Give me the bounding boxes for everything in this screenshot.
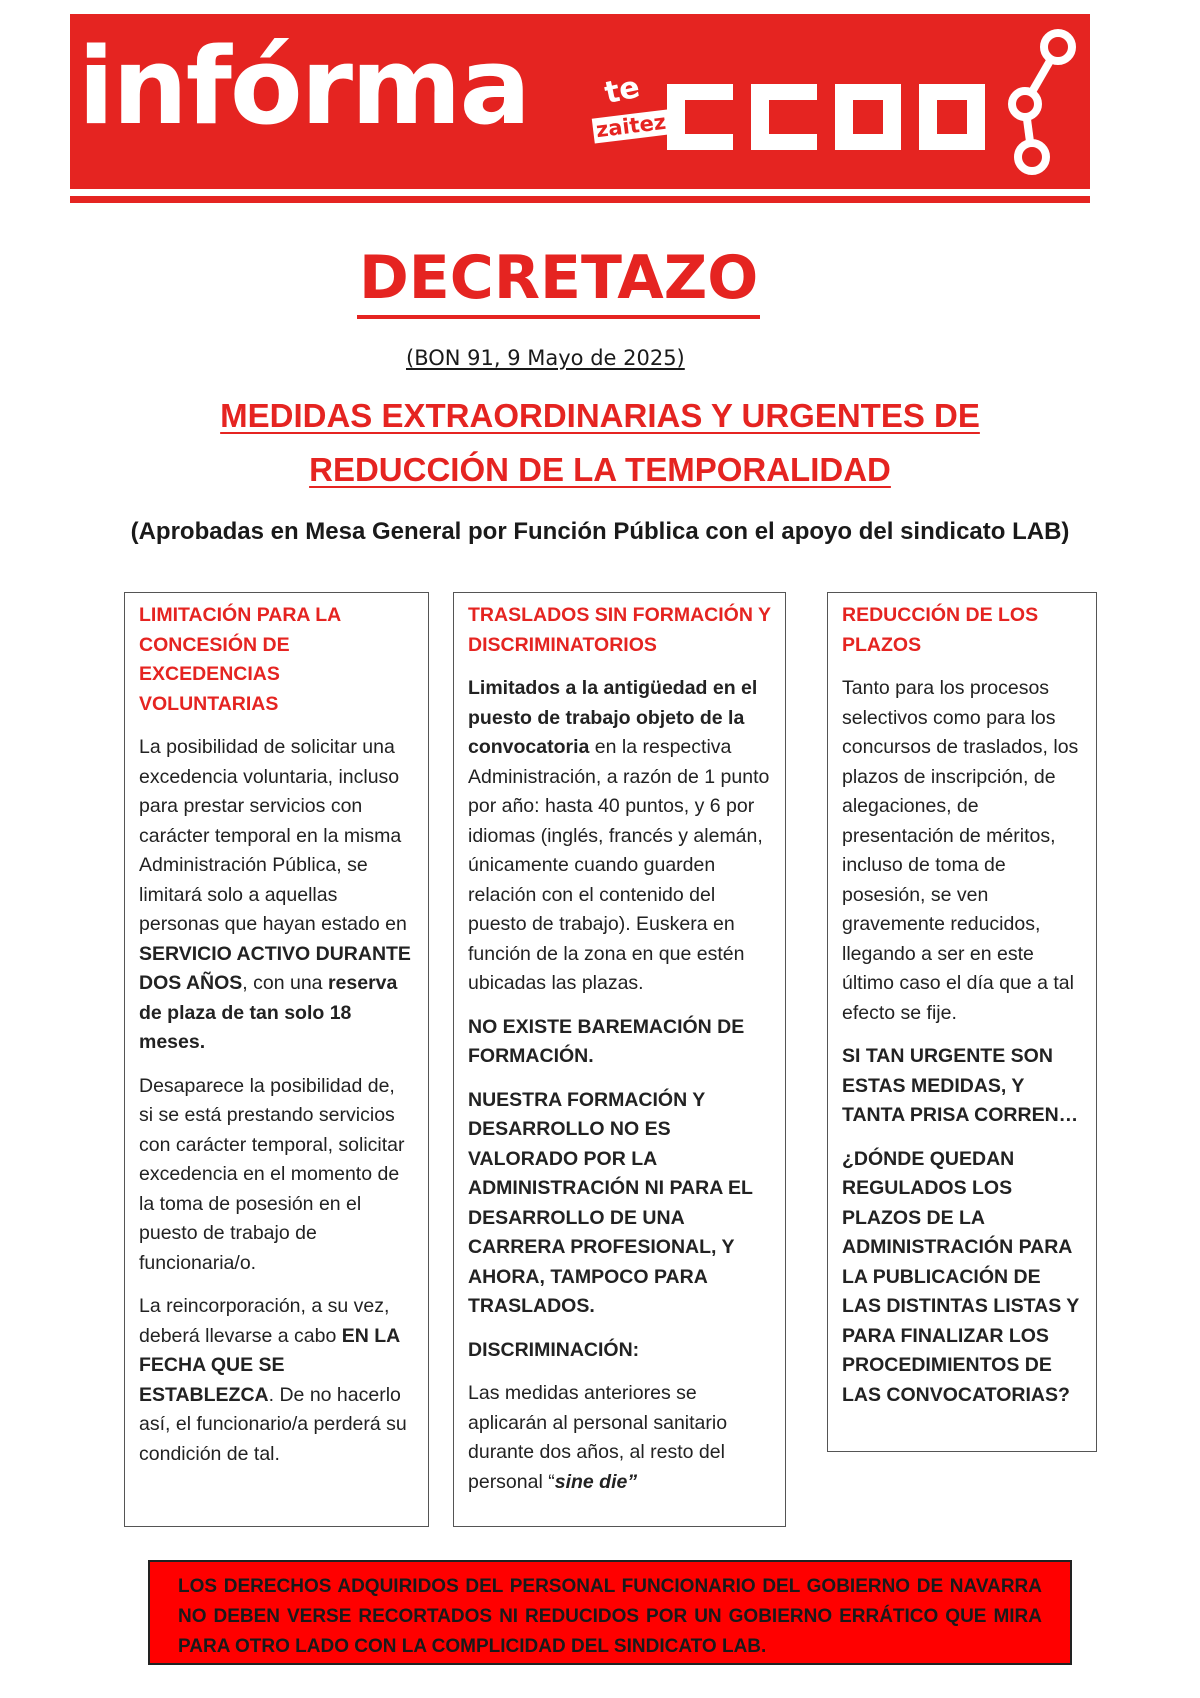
text-span: La posibilidad de solicitar una excedencia voluntaria, incluso para prestar servicios con carácter temporal en la misma Administración Pública, se limitará solo a aquellas personas que hayan estado en <box>139 736 407 935</box>
column-paragraph: ¿DÓNDE QUEDAN REGULADOS LOS PLAZOS DE LA ADMINISTRACIÓN PARA LA PUBLICACIÓN DE LAS DISTINTAS LISTAS Y PARA FINALIZAR LOS PROCEDIMIENTOS DE LAS CONVOCATORIAS? <box>842 1147 1079 1406</box>
approval-note: (Aprobadas en Mesa General por Función Pública con el apoyo del sindicato LAB) <box>130 518 1070 545</box>
bulletin-reference: (BON 91, 9 Mayo de 2025) <box>406 346 685 370</box>
column-paragraph: Tanto para los procesos selectivos como para los concursos de traslados, los plazos de inscripción, de alegaciones, de presentación de méritos, incluso de toma de posesión, se ven gravemente reducidos, llegando a ser en este último caso el día que a tal efecto se fije. <box>842 677 1079 1024</box>
column-reduccion-plazos <box>827 592 1097 1452</box>
column-limitacion-excedencias <box>124 592 429 1527</box>
column-heading: LIMITACIÓN PARA LA CONCESIÓN DE EXCEDENCIAS VOLUNTARIAS <box>139 604 341 715</box>
page-title: DECRETAZO <box>357 245 760 319</box>
network-nodes-icon <box>990 19 1090 184</box>
column-paragraph <box>139 1292 414 1469</box>
column-paragraph: SI TAN URGENTE SON ESTAS MEDIDAS, Y TANTA PRISA CORREN… <box>842 1045 1079 1126</box>
ccoo-logo <box>667 84 997 150</box>
column-paragraph: DISCRIMINACIÓN: <box>468 1338 640 1361</box>
header-underline <box>70 196 1090 203</box>
text-span: , con una <box>242 972 328 994</box>
brand-te-text: te <box>601 69 643 112</box>
text-span: en la respectiva Administración, a razón de 1 punto por año: hasta 40 puntos, y 6 por idiomas (inglés, francés y alemán, únicamente cuando guarden relación con el contenido del puesto de trabajo). Euskera en función de la zona en que estén ubicadas las plazas. <box>468 736 770 994</box>
text-span: La reincorporación, a su vez, deberá llevarse a cabo <box>139 1295 390 1347</box>
text-span: Las medidas anteriores se aplicarán al personal sanitario durante dos años, al resto del personal “ <box>468 1382 728 1493</box>
column-paragraph <box>139 733 414 1058</box>
headline-line-2: REDUCCIÓN DE LA TEMPORALIDAD <box>309 451 891 488</box>
headline-line-1: MEDIDAS EXTRAORDINARIAS Y URGENTES DE <box>220 397 980 434</box>
column-paragraph: NUESTRA FORMACIÓN Y DESARROLLO NO ES VALORADO POR LA ADMINISTRACIÓN NI PARA EL DESARROLLO DE UNA CARRERA PROFESIONAL, Y AHORA, TAMPOCO PARA TRASLADOS. <box>468 1088 753 1317</box>
brand-informa-wordmark: infórma <box>78 25 529 148</box>
emphasis-text: Limitados a la antigüedad en el puesto de trabajo objeto de la convocatoria <box>468 677 758 758</box>
column-heading: REDUCCIÓN DE LOS PLAZOS <box>842 604 1039 656</box>
text-span: . De no hacerlo así, el funcionario/a perderá su condición de tal. <box>139 1383 407 1465</box>
emphasis-text: EN LA FECHA QUE SE ESTABLEZCA <box>139 1324 400 1406</box>
column-paragraph: NO EXISTE BAREMACIÓN DE FORMACIÓN. <box>468 1015 745 1067</box>
column-paragraph <box>468 674 771 999</box>
column-traslados <box>453 592 786 1527</box>
column-heading: TRASLADOS SIN FORMACIÓN Y DISCRIMINATORIOS <box>468 604 771 656</box>
brand-zaitez-text: zaitez <box>592 109 671 143</box>
header-banner <box>70 14 1090 189</box>
emphasis-text: SERVICIO ACTIVO DURANTE DOS AÑOS <box>139 942 411 994</box>
column-paragraph: Desaparece la posibilidad de, si se está prestando servicios con carácter temporal, solicitar excedencia en el momento de la toma de posesión en el puesto de trabajo de funcionaria/o. <box>139 1074 405 1274</box>
emphasis-text: sine die” <box>554 1470 638 1493</box>
footer-statement: LOS DERECHOS ADQUIRIDOS DEL PERSONAL FUNCIONARIO DEL GOBIERNO DE NAVARRA NO DEBEN VERSE RECORTADOS NI REDUCIDOS POR UN GOBIERNO ERRÁTICO QUE MIRA PARA OTRO LADO CON LA COMPLICIDAD DEL SINDICATO LAB. <box>148 1560 1072 1665</box>
emphasis-text: reserva de plaza de tan solo 18 meses. <box>139 972 398 1053</box>
column-paragraph <box>468 1379 771 1497</box>
